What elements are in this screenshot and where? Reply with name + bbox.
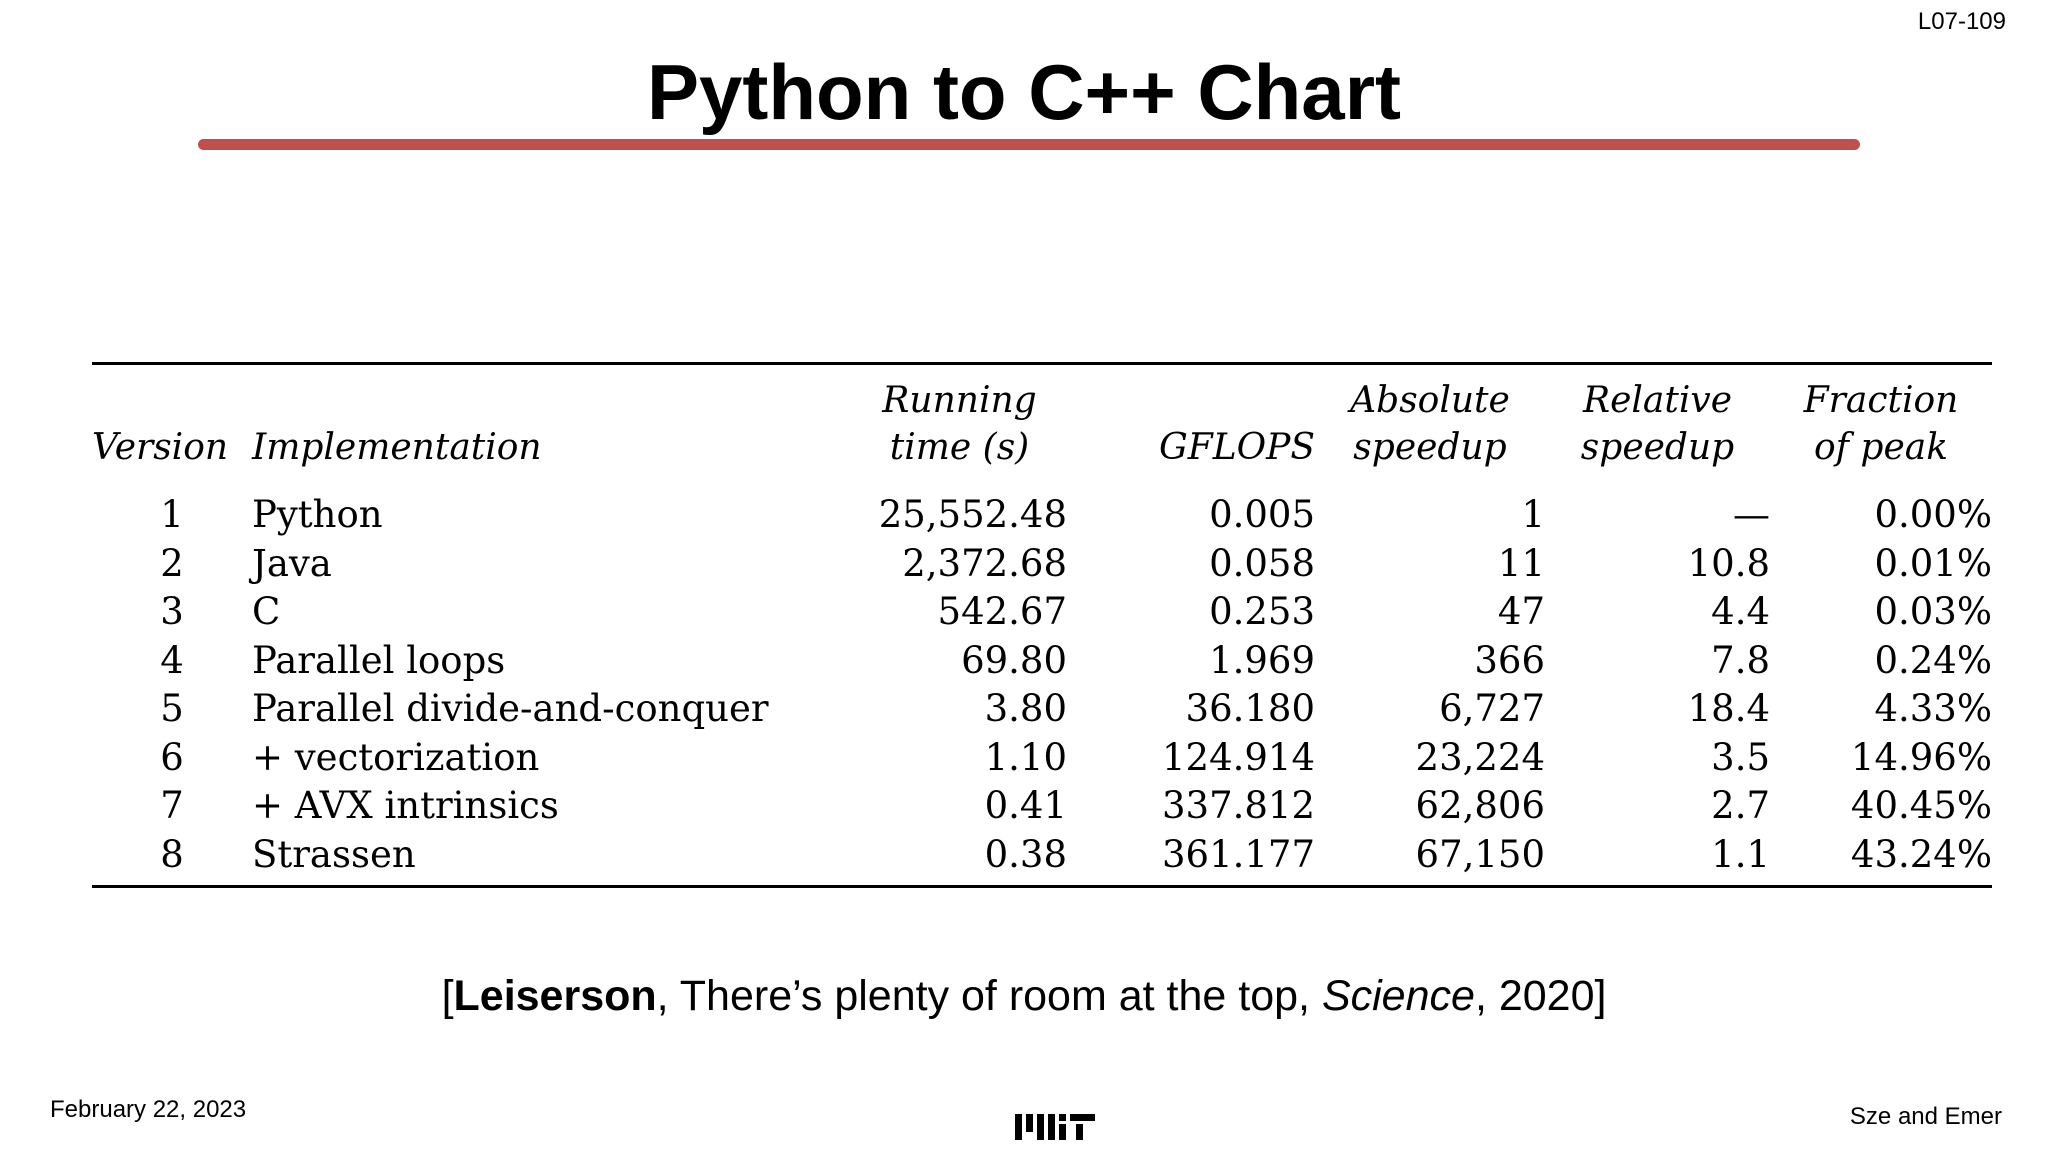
- cell-relative-speedup: 2.7: [1711, 784, 1770, 827]
- header-running-time-line2: time (s): [889, 427, 1030, 468]
- header-running-time-line1: Running: [882, 380, 1037, 421]
- cell-gflops: 0.058: [1209, 541, 1315, 585]
- cell-implementation: Parallel loops: [252, 638, 506, 682]
- citation-open-bracket: [: [441, 972, 454, 1020]
- cell-absolute-speedup: 67,150: [1415, 832, 1545, 876]
- cell-gflops: 337.812: [1161, 784, 1315, 827]
- table-row: [92, 831, 1992, 886]
- cell-relative-speedup: 4.4: [1711, 590, 1770, 633]
- cell-gflops: 36.180: [1185, 687, 1315, 730]
- header-absolute-speedup: [1315, 365, 1545, 483]
- cell-gflops: 361.177: [1161, 832, 1315, 876]
- header-version-label: Version: [92, 427, 229, 468]
- cell-absolute-speedup: 1: [1521, 493, 1545, 536]
- citation-text: , There’s plenty of room at the top,: [656, 972, 1322, 1020]
- citation-author: Leiserson: [453, 972, 657, 1020]
- cell-relative-speedup: 3.5: [1711, 735, 1770, 779]
- table-row: [92, 685, 1992, 734]
- cell-gflops: 124.914: [1161, 735, 1315, 779]
- performance-table-container: [92, 362, 1992, 916]
- table-body: [92, 483, 1992, 885]
- table-row: [92, 734, 1992, 783]
- footer-authors: Sze and Emer: [1849, 1103, 2002, 1130]
- cell-fraction-of-peak: 40.45%: [1850, 784, 1992, 827]
- header-relative-speedup-line2: speedup: [1580, 427, 1735, 468]
- cell-running-time: 2,372.68: [902, 541, 1067, 585]
- cell-absolute-speedup: 62,806: [1415, 784, 1545, 827]
- cell-implementation: Java: [252, 541, 332, 585]
- cell-relative-speedup: 1.1: [1711, 832, 1770, 876]
- cell-version: 4: [160, 638, 184, 682]
- cell-relative-speedup: 10.8: [1687, 541, 1770, 585]
- cell-fraction-of-peak: 0.00%: [1874, 493, 1992, 536]
- mit-logo-icon: [1015, 1110, 1095, 1140]
- cell-absolute-speedup: 6,727: [1439, 687, 1545, 730]
- citation-year: , 2020]: [1474, 972, 1607, 1020]
- table-bottom-rule: [92, 885, 1992, 888]
- header-version: [92, 365, 252, 483]
- footer-date: February 22, 2023: [50, 1096, 247, 1123]
- header-fraction-of-peak-line1: Fraction: [1803, 380, 1959, 421]
- cell-relative-speedup: 7.8: [1711, 638, 1770, 682]
- cell-absolute-speedup: 47: [1497, 590, 1545, 633]
- header-absolute-speedup-line2: speedup: [1353, 427, 1507, 468]
- header-fraction-of-peak-line2: of peak: [1813, 427, 1949, 468]
- cell-running-time: 0.38: [984, 832, 1067, 876]
- header-running-time: [852, 365, 1067, 483]
- cell-implementation: Python: [252, 493, 383, 536]
- header-gflops: [1067, 365, 1315, 483]
- table-row: [92, 588, 1992, 637]
- cell-gflops: 0.005: [1209, 493, 1315, 536]
- cell-gflops: 1.969: [1209, 638, 1315, 682]
- table-row: [92, 782, 1992, 831]
- cell-fraction-of-peak: 14.96%: [1850, 735, 1992, 779]
- cell-absolute-speedup: 366: [1474, 638, 1545, 682]
- cell-implementation: + vectorization: [252, 735, 540, 779]
- cell-running-time: 0.41: [984, 784, 1067, 827]
- header-fraction-of-peak: [1770, 365, 1992, 483]
- header-gflops-label: GFLOPS: [1158, 427, 1315, 468]
- cell-implementation: + AVX intrinsics: [252, 784, 559, 827]
- table-row: [92, 540, 1992, 589]
- cell-version: 5: [160, 687, 184, 730]
- citation-journal: Science: [1321, 972, 1475, 1020]
- cell-running-time: 3.80: [984, 687, 1067, 730]
- cell-version: 6: [160, 735, 184, 779]
- cell-implementation: C: [252, 590, 281, 633]
- cell-fraction-of-peak: 0.24%: [1874, 638, 1992, 682]
- header-relative-speedup: [1545, 365, 1770, 483]
- cell-fraction-of-peak: 4.33%: [1874, 687, 1992, 730]
- performance-table: [92, 365, 1992, 885]
- cell-absolute-speedup: 11: [1497, 541, 1545, 585]
- cell-version: 3: [160, 590, 184, 633]
- cell-fraction-of-peak: 0.03%: [1874, 590, 1992, 633]
- cell-implementation: Strassen: [252, 832, 416, 876]
- cell-gflops: 0.253: [1209, 590, 1315, 633]
- cell-running-time: 1.10: [984, 735, 1067, 779]
- cell-relative-speedup: —: [1733, 493, 1770, 536]
- header-implementation: [252, 365, 852, 483]
- cell-running-time: 25,552.48: [878, 493, 1067, 536]
- header-relative-speedup-line1: Relative: [1582, 380, 1732, 421]
- table-header-row: [92, 365, 1992, 483]
- cell-version: 1: [160, 493, 184, 536]
- cell-absolute-speedup: 23,224: [1415, 735, 1545, 779]
- cell-relative-speedup: 18.4: [1687, 687, 1770, 730]
- caption-fragment: [92, 908, 1992, 916]
- header-implementation-label: Implementation: [252, 427, 542, 468]
- cell-running-time: 542.67: [937, 590, 1067, 633]
- slide-title: Python to C++ Chart: [646, 48, 1402, 136]
- header-absolute-speedup-line1: Absolute: [1350, 380, 1510, 421]
- cell-running-time: 69.80: [961, 638, 1067, 682]
- cell-version: 8: [160, 832, 184, 876]
- cell-fraction-of-peak: 43.24%: [1850, 832, 1992, 876]
- cell-version: 7: [160, 784, 184, 827]
- table-row: [92, 637, 1992, 686]
- cell-fraction-of-peak: 0.01%: [1874, 541, 1992, 585]
- table-row: [92, 483, 1992, 540]
- title-underline: [198, 139, 1860, 150]
- slide-number: L07-109: [1917, 8, 2006, 35]
- cell-version: 2: [160, 541, 184, 585]
- cell-implementation: Parallel divide-and-conquer: [252, 687, 769, 730]
- citation: [0, 972, 2048, 1021]
